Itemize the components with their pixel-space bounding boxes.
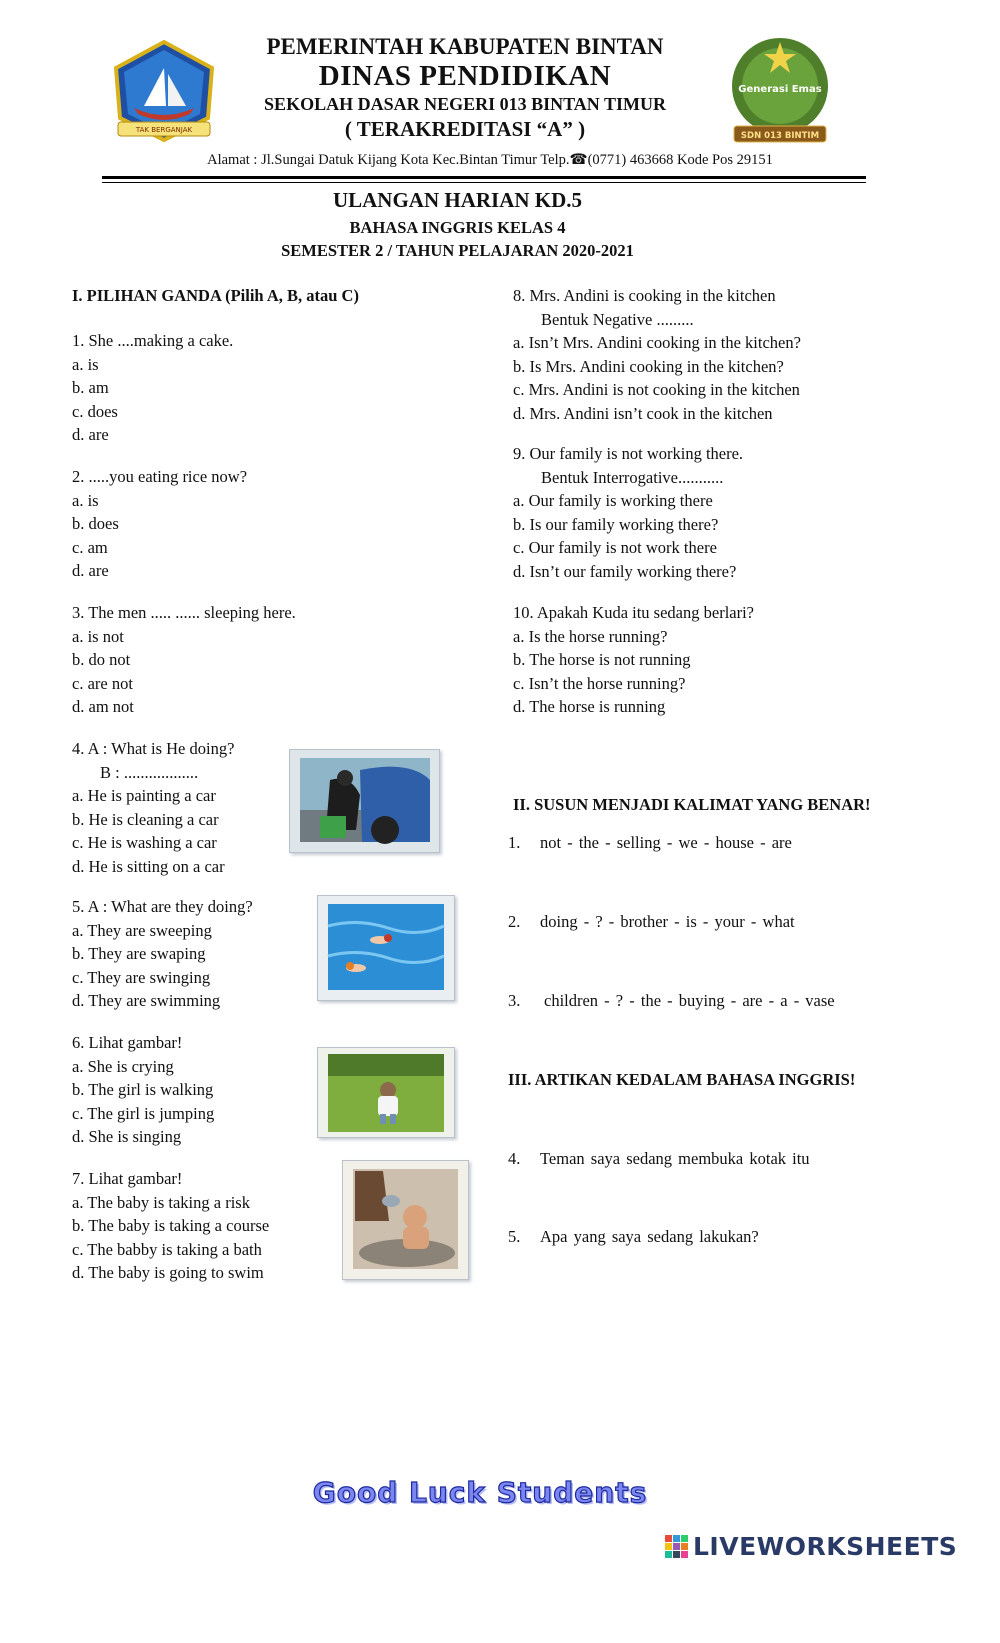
word-scramble: not - the - selling - we - house - are	[540, 833, 792, 852]
option[interactable]: a. is	[72, 354, 99, 374]
question-text: 10. Apakah Kuda itu sedang berlari?	[513, 603, 755, 622]
header-divider-thin	[102, 182, 866, 183]
item-number: 3.	[508, 991, 521, 1010]
header-line-1: PEMERINTAH KABUPATEN BINTAN	[266, 34, 664, 59]
option[interactable]: a. They are sweeping	[72, 920, 212, 940]
question-subtext: Bentuk Negative .........	[541, 309, 694, 329]
question-7	[72, 1167, 269, 1285]
question-10	[513, 601, 754, 719]
option[interactable]: a. is	[72, 490, 99, 510]
option[interactable]: a. The baby is taking a risk	[72, 1192, 250, 1212]
arrange-item-1	[508, 833, 792, 853]
question-text: 1. She ....making a cake.	[72, 331, 234, 350]
option[interactable]: d. Isn’t our family working there?	[513, 561, 737, 581]
car-photo	[289, 749, 440, 853]
question-text: 7. Lihat gambar!	[72, 1169, 183, 1188]
liveworksheets-brand	[665, 1532, 957, 1564]
question-2	[72, 465, 247, 583]
option[interactable]: c. am	[72, 537, 108, 557]
question-text: 2. .....you eating rice now?	[72, 467, 248, 486]
option[interactable]: b. am	[72, 378, 109, 397]
question-text: 8. Mrs. Andini is cooking in the kitchen	[513, 286, 776, 305]
question-8	[513, 284, 801, 425]
option[interactable]: b. He is cleaning a car	[72, 809, 219, 829]
child-on-grass-photo	[317, 1047, 455, 1138]
liveworksheets-wordmark[interactable]: LIVEWORKSHEETS	[693, 1532, 958, 1561]
item-number: 2.	[508, 912, 521, 931]
option[interactable]: d. They are swimming	[72, 991, 221, 1010]
liveworksheets-logo-icon	[665, 1535, 689, 1559]
question-text: 9. Our family is not working there.	[513, 444, 744, 463]
question-text: 5. A : What are they doing?	[72, 897, 253, 916]
option[interactable]: d. am not	[72, 697, 134, 716]
exam-semester: SEMESTER 2 / TAHUN PELAJARAN 2020-2021	[281, 241, 634, 260]
emblem-ribbon: SDN 013 BINTIM	[740, 131, 820, 141]
section-1-heading: I. PILIHAN GANDA (Pilih A, B, atau C)	[72, 286, 359, 305]
question-text: 4. A : What is He doing?	[72, 739, 235, 758]
option[interactable]: b. does	[72, 514, 119, 533]
item-number: 4.	[508, 1149, 521, 1168]
option[interactable]: a. Is the horse running?	[513, 626, 668, 646]
option[interactable]: d. are	[72, 561, 109, 580]
translate-text: Apa yang saya sedang lakukan?	[540, 1227, 759, 1246]
option[interactable]: d. The baby is going to swim	[72, 1263, 264, 1282]
school-emblem-right	[722, 34, 842, 149]
question-4	[72, 737, 234, 878]
question-6	[72, 1031, 214, 1149]
option[interactable]: d. Mrs. Andini isn’t cook in the kitchen	[513, 403, 773, 423]
option[interactable]: b. The horse is not running	[513, 650, 691, 669]
option[interactable]: a. Our family is working there	[513, 491, 713, 510]
word-scramble: doing - ? - brother - is - your - what	[540, 912, 795, 931]
section-3-heading: III. ARTIKAN KEDALAM BAHASA INGGRIS!	[508, 1070, 856, 1089]
emblem-motto: TAK BERGANJAK	[135, 126, 193, 134]
question-text: 6. Lihat gambar!	[72, 1033, 183, 1052]
option[interactable]: c. Mrs. Andini is not cooking in the kitchen	[513, 380, 800, 399]
header-divider	[102, 176, 866, 179]
option[interactable]: d. The horse is running	[513, 697, 666, 716]
header-address: Alamat : Jl.Sungai Datuk Kijang Kota Kec.Bintan Timur Telp.☎(0771) 463668 Kode Pos 29151	[207, 152, 773, 168]
question-subtext: Bentuk Interrogative...........	[541, 467, 724, 487]
option[interactable]: b. They are swaping	[72, 944, 206, 963]
header-line-3: SEKOLAH DASAR NEGERI 013 BINTAN TIMUR	[264, 94, 666, 114]
arrange-item-2	[508, 912, 795, 932]
translate-item-5	[508, 1227, 759, 1247]
option[interactable]: b. do not	[72, 650, 131, 669]
word-scramble: children - ? - the - buying - are - a - vase	[544, 991, 835, 1010]
header-line-2: DINAS PENDIDIKAN	[318, 60, 612, 92]
option[interactable]: a. is not	[72, 626, 124, 646]
question-subtext: B : ..................	[100, 762, 199, 782]
item-number: 5.	[508, 1227, 521, 1246]
option[interactable]: b. The girl is walking	[72, 1080, 214, 1099]
translate-text: Teman saya sedang membuka kotak itu	[540, 1149, 810, 1168]
option[interactable]: c. does	[72, 401, 118, 421]
question-text: 3. The men ..... ...... sleeping here.	[72, 603, 296, 622]
item-number: 1.	[508, 833, 521, 852]
option[interactable]: d. are	[72, 425, 109, 444]
option[interactable]: d. She is singing	[72, 1127, 182, 1146]
translate-item-4	[508, 1149, 810, 1169]
exam-title: ULANGAN HARIAN KD.5	[332, 188, 583, 212]
option[interactable]: a. He is painting a car	[72, 786, 216, 805]
option[interactable]: b. Is our family working there?	[513, 514, 719, 534]
option[interactable]: d. He is sitting on a car	[72, 856, 225, 876]
arrange-item-3	[508, 991, 835, 1011]
emblem-title: Generasi Emas	[738, 84, 822, 95]
option[interactable]: c. The babby is taking a bath	[72, 1239, 262, 1259]
option[interactable]: c. Isn’t the horse running?	[513, 673, 686, 693]
question-1	[72, 329, 233, 447]
question-9	[513, 442, 743, 583]
swimming-photo	[317, 895, 455, 1001]
exam-subject: BAHASA INGGRIS KELAS 4	[349, 218, 566, 237]
baby-bath-photo	[342, 1160, 469, 1280]
option[interactable]: b. Is Mrs. Andini cooking in the kitchen?	[513, 356, 784, 376]
option[interactable]: c. The girl is jumping	[72, 1103, 215, 1123]
option[interactable]: a. She is crying	[72, 1056, 174, 1076]
header-line-4: ( TERAKREDITASI “A” )	[344, 117, 586, 141]
option[interactable]: b. The baby is taking a course	[72, 1216, 270, 1235]
option[interactable]: c. He is washing a car	[72, 833, 217, 852]
question-3	[72, 601, 296, 719]
option[interactable]: c. They are swinging	[72, 967, 211, 987]
option[interactable]: a. Isn’t Mrs. Andini cooking in the kitchen?	[513, 333, 801, 352]
good-luck-banner: Good Luck Students	[312, 1476, 648, 1509]
option[interactable]: c. Our family is not work there	[513, 538, 717, 557]
question-5	[72, 895, 253, 1013]
section-2-heading: II. SUSUN MENJADI KALIMAT YANG BENAR!	[513, 795, 871, 814]
option[interactable]: c. are not	[72, 673, 133, 693]
